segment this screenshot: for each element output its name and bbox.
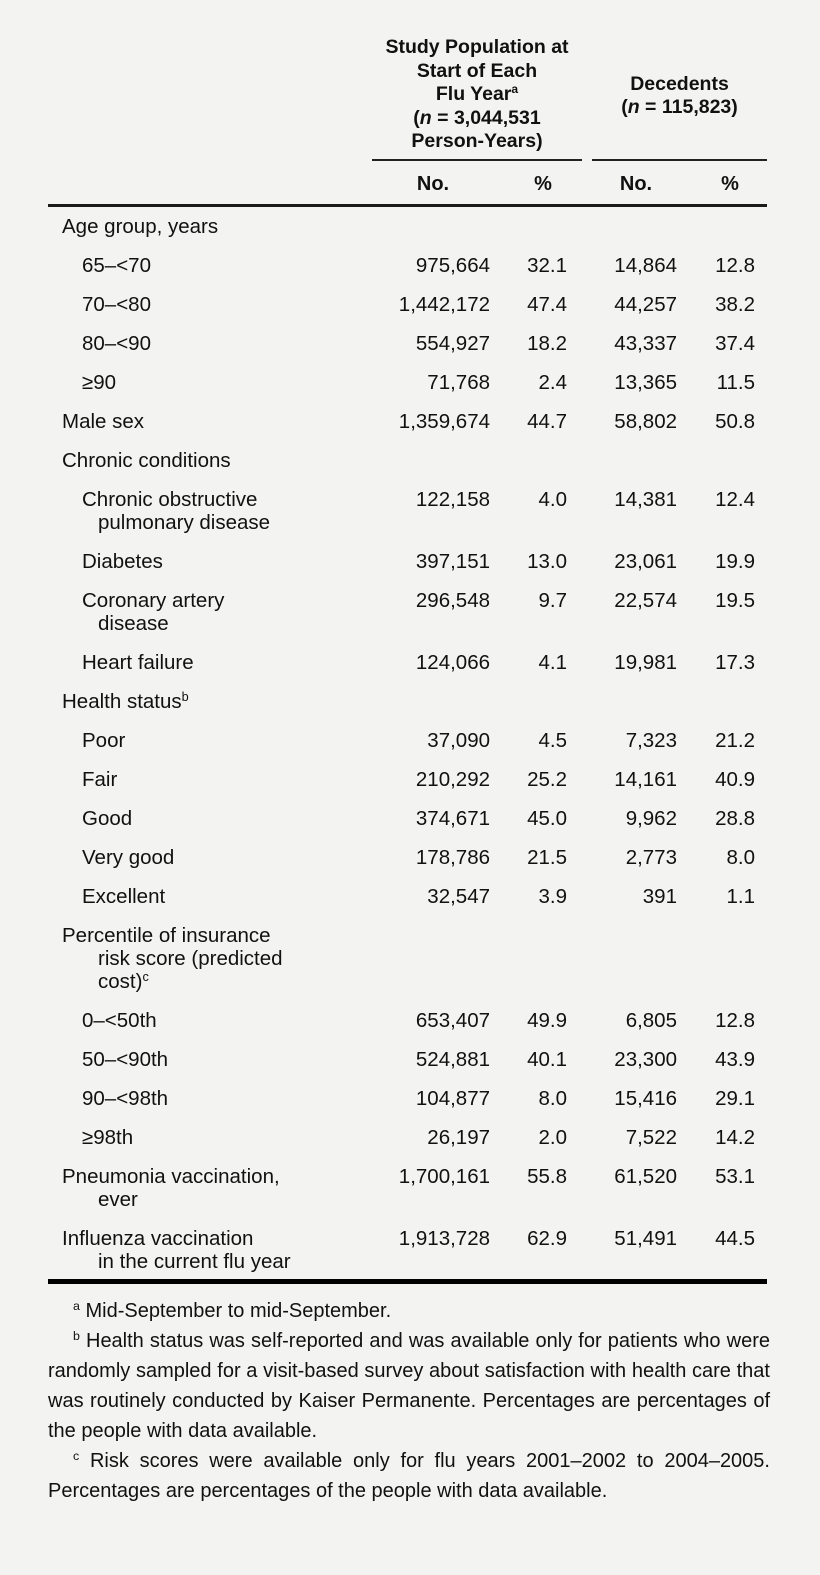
table-row	[48, 916, 767, 1001]
cell-value: 8.0	[538, 1086, 567, 1110]
cell-value: 47.4	[527, 292, 567, 316]
column-gap	[567, 246, 577, 285]
decedents-group-title	[592, 39, 767, 161]
study-population-group-header	[300, 36, 567, 161]
cell-value: 14,864	[614, 253, 677, 277]
row-label-line: 70–<80	[82, 292, 151, 316]
cell-value	[577, 682, 677, 721]
column-gap	[567, 877, 577, 916]
column-gap	[567, 643, 577, 682]
column-gap	[567, 161, 577, 206]
column-gap	[567, 799, 577, 838]
cell-value: 653,407	[415, 1008, 490, 1032]
row-label-line: Coronary artery	[82, 588, 225, 612]
table-row	[48, 1157, 767, 1219]
row-label-line: Chronic obstructive	[82, 487, 258, 511]
cell-value: 40.9	[715, 767, 755, 791]
table-row	[48, 682, 767, 721]
cell-value: 2.0	[538, 1125, 567, 1149]
table-row	[48, 542, 767, 581]
cell-value: 50.8	[715, 409, 755, 433]
cell-value: 1.1	[726, 884, 755, 908]
cell-value: 18.2	[527, 331, 567, 355]
cell-value: 51,491	[577, 1219, 677, 1282]
row-label-line: Chronic conditions	[62, 448, 231, 472]
table-row	[48, 285, 767, 324]
column-gap	[567, 721, 577, 760]
row-label	[48, 285, 300, 324]
cell-value: 17.3	[715, 650, 755, 674]
cell-value: 45.0	[527, 806, 567, 830]
row-label-line: Percentile of insurance	[62, 923, 271, 947]
cell-value: 12.8	[715, 253, 755, 277]
cell-value: 55.8	[527, 1164, 567, 1188]
cell-value: 29.1	[715, 1086, 755, 1110]
cell-value: 554,927	[415, 331, 490, 355]
row-label-line: ever	[98, 1187, 138, 1211]
row-label-line: Excellent	[82, 884, 166, 908]
row-label	[48, 1079, 300, 1118]
cell-value: 296,548	[415, 588, 490, 612]
row-label	[48, 1157, 300, 1219]
group-header-line: (n = 3,044,531	[413, 106, 541, 129]
cell-value: 391	[642, 884, 677, 908]
row-label-line: in the current flu year	[98, 1249, 291, 1273]
row-label	[48, 246, 300, 285]
cell-value: 12.4	[715, 487, 755, 511]
column-gap	[567, 363, 577, 402]
cell-value	[677, 682, 767, 721]
row-label-line: Diabetes	[82, 549, 163, 573]
cell-value	[677, 441, 767, 480]
row-label	[48, 581, 300, 643]
row-label	[48, 1040, 300, 1079]
row-label-line: 0–<50th	[82, 1008, 157, 1032]
col-header-no-2: No.	[577, 161, 677, 206]
row-label-line: Male sex	[62, 409, 145, 433]
cell-value: 43,337	[614, 331, 677, 355]
row-label	[48, 721, 300, 760]
cell-value: 14.2	[715, 1125, 755, 1149]
row-label	[48, 799, 300, 838]
table-row	[48, 643, 767, 682]
row-label-line: 80–<90	[82, 331, 151, 355]
table-row	[48, 1040, 767, 1079]
cell-value: 14,161	[614, 767, 677, 791]
study-population-group-title	[372, 36, 582, 161]
cell-value: 32.1	[527, 253, 567, 277]
row-label-line: Pneumonia vaccination,	[62, 1164, 280, 1188]
cell-value: 19.9	[715, 549, 755, 573]
group-header-line: Study Population at	[385, 36, 569, 58]
column-group-row	[48, 36, 767, 161]
row-label	[48, 760, 300, 799]
column-gap	[567, 480, 577, 542]
cell-value: 975,664	[415, 253, 490, 277]
row-label	[48, 838, 300, 877]
row-label-line: Health status$^b$	[62, 688, 189, 713]
row-label-line: Fair	[82, 767, 118, 791]
column-gap	[567, 205, 577, 246]
superscript: b	[181, 688, 189, 704]
row-label-line: pulmonary disease	[98, 510, 271, 534]
cell-value: 7,323	[625, 728, 677, 752]
footnote-marker: a	[73, 1298, 80, 1313]
row-label-line: cost)$^c$	[98, 968, 149, 993]
cell-value: 22,574	[614, 588, 677, 612]
cell-value: 21.2	[715, 728, 755, 752]
row-label-line: ≥98th	[82, 1125, 134, 1149]
table-row	[48, 363, 767, 402]
table-row	[48, 1118, 767, 1157]
cell-value: 14,381	[614, 487, 677, 511]
table-row	[48, 1001, 767, 1040]
cell-value: 2,773	[625, 845, 677, 869]
cell-value: 19,981	[614, 650, 677, 674]
cell-value: 1,359,674	[398, 409, 490, 433]
cell-value: 1,700,161	[398, 1164, 490, 1188]
column-gap	[567, 682, 577, 721]
table-row	[48, 760, 767, 799]
column-gap	[567, 1040, 577, 1079]
column-gap	[567, 324, 577, 363]
row-label	[48, 205, 300, 246]
column-gap	[567, 1219, 577, 1282]
table-row	[48, 441, 767, 480]
column-gap	[567, 838, 577, 877]
cell-value	[677, 205, 767, 246]
row-label-line: Very good	[82, 845, 175, 869]
superscript: a	[511, 82, 519, 97]
cell-value: 62.9	[490, 1219, 567, 1282]
row-label-line: 90–<98th	[82, 1086, 169, 1110]
cell-value	[490, 205, 567, 246]
column-gap	[567, 402, 577, 441]
column-gap	[567, 285, 577, 324]
cell-value	[300, 916, 490, 1001]
label-column-spacer	[48, 161, 300, 206]
label-column-spacer	[48, 36, 300, 161]
row-label	[48, 1001, 300, 1040]
cell-value: 11.5	[716, 370, 755, 394]
cell-value	[300, 205, 490, 246]
row-label	[48, 480, 300, 542]
row-label	[48, 441, 300, 480]
column-gap	[567, 916, 577, 1001]
column-gap	[567, 1079, 577, 1118]
cell-value: 28.8	[715, 806, 755, 830]
row-label	[48, 1219, 300, 1282]
cell-value: 23,300	[614, 1047, 677, 1071]
cell-value: 3.9	[538, 884, 567, 908]
cell-value: 1,442,172	[398, 292, 490, 316]
footnotes	[48, 1296, 770, 1506]
footnote-c: $^c$ Risk scores were available only for flu years 2001–2002 to 2004–2005. Percentages are percentages of the people with data available.	[48, 1448, 770, 1502]
cell-value	[577, 441, 677, 480]
cell-value: 374,671	[415, 806, 490, 830]
cell-value	[300, 682, 490, 721]
table-row	[48, 324, 767, 363]
cell-value	[490, 441, 567, 480]
row-label	[48, 363, 300, 402]
cell-value: 43.9	[715, 1047, 755, 1071]
column-gap	[567, 441, 577, 480]
cell-value: 124,066	[415, 650, 490, 674]
row-label	[48, 542, 300, 581]
row-label-line: disease	[98, 611, 169, 635]
footnote-marker: b	[73, 1328, 80, 1343]
row-label-line: Good	[82, 806, 133, 830]
cell-value: 6,805	[625, 1008, 677, 1032]
cell-value	[577, 916, 677, 1001]
row-label	[48, 643, 300, 682]
table-row	[48, 1079, 767, 1118]
table-row	[48, 205, 767, 246]
cell-value: 25.2	[527, 767, 567, 791]
cell-value: 9,962	[625, 806, 677, 830]
cell-value: 71,768	[427, 370, 490, 394]
table-header	[48, 36, 767, 205]
cell-value: 44.5	[677, 1219, 767, 1282]
cell-value: 21.5	[527, 845, 567, 869]
superscript: c	[142, 968, 149, 984]
row-label-line: 50–<90th	[82, 1047, 169, 1071]
row-label-line: Heart failure	[82, 650, 194, 674]
column-gap	[567, 1118, 577, 1157]
row-label-line: Influenza vaccination	[62, 1226, 254, 1250]
table-row	[48, 581, 767, 643]
cell-value: 7,522	[625, 1125, 677, 1149]
cell-value	[300, 441, 490, 480]
row-label	[48, 402, 300, 441]
cell-value: 53.1	[715, 1164, 755, 1188]
decedents-group-header	[577, 36, 767, 161]
footnote-b: $^b$ Health status was self-reported and was available only for patients who were randomly sampled for a visit-based survey about satisfaction with health care that was routinely conducted by Kaiser Permanente. Percentages are percentages of the people with data available.	[48, 1328, 770, 1442]
cell-value: 58,802	[614, 409, 677, 433]
table-body	[48, 205, 767, 1281]
cell-value: 38.2	[715, 292, 755, 316]
cell-value: 4.1	[538, 650, 567, 674]
cell-value: 1,913,728	[300, 1219, 490, 1282]
cell-value: 61,520	[614, 1164, 677, 1188]
row-label	[48, 324, 300, 363]
footnote-marker: c	[73, 1448, 80, 1463]
cell-value: 122,158	[415, 487, 490, 511]
cell-value: 49.9	[527, 1008, 567, 1032]
cell-value: 104,877	[415, 1086, 490, 1110]
cell-value: 8.0	[726, 845, 755, 869]
table-row	[48, 246, 767, 285]
cell-value: 4.5	[538, 728, 567, 752]
column-gap	[567, 1001, 577, 1040]
cell-value: 9.7	[538, 588, 567, 612]
row-label-line: 65–<70	[82, 253, 151, 277]
cell-value: 524,881	[415, 1047, 490, 1071]
group-header-line: Decedents	[630, 72, 729, 95]
table-row	[48, 480, 767, 542]
cell-value	[677, 916, 767, 1001]
group-header-line: Flu Year$^a$	[435, 82, 519, 105]
cell-value: 37.4	[715, 331, 755, 355]
cell-value	[577, 205, 677, 246]
row-label-line: risk score (predicted	[98, 946, 283, 970]
row-label	[48, 916, 300, 1001]
cell-value: 44.7	[527, 409, 567, 433]
cell-value: 44,257	[614, 292, 677, 316]
characteristics-table	[48, 36, 767, 1284]
table-row	[48, 1219, 767, 1282]
cell-value: 32,547	[427, 884, 490, 908]
row-label	[48, 682, 300, 721]
col-header-no-1: No.	[300, 161, 490, 206]
table-row	[48, 799, 767, 838]
cell-value: 13,365	[614, 370, 677, 394]
cell-value: 178,786	[415, 845, 490, 869]
table-row	[48, 721, 767, 760]
footnote-a: $^a$ Mid-September to mid-September.	[73, 1298, 392, 1322]
cell-value: 12.8	[715, 1008, 755, 1032]
group-header-line: (n = 115,823)	[621, 96, 738, 118]
group-header-line: Person-Years)	[411, 130, 543, 152]
row-label-line: Poor	[82, 728, 126, 752]
column-gap	[567, 542, 577, 581]
cell-value: 19.5	[715, 588, 755, 612]
cell-value: 13.0	[527, 549, 567, 573]
col-header-pct-2: %	[677, 161, 767, 206]
row-label	[48, 1118, 300, 1157]
table-row	[48, 838, 767, 877]
cell-value: 210,292	[415, 767, 490, 791]
row-label-line: Age group, years	[62, 214, 219, 238]
cell-value: 2.4	[538, 370, 567, 394]
cell-value: 37,090	[427, 728, 490, 752]
cell-value: 397,151	[415, 549, 490, 573]
cell-value	[490, 682, 567, 721]
row-label	[48, 877, 300, 916]
cell-value: 15,416	[614, 1086, 677, 1110]
column-gap	[567, 581, 577, 643]
group-header-line: Start of Each	[416, 59, 538, 82]
table-row	[48, 877, 767, 916]
cell-value: 26,197	[427, 1125, 490, 1149]
sub-header-row	[48, 161, 767, 206]
column-gap	[567, 760, 577, 799]
column-gap	[567, 1157, 577, 1219]
col-header-pct-1: %	[490, 161, 567, 206]
cell-value: 23,061	[614, 549, 677, 573]
cell-value: 40.1	[527, 1047, 567, 1071]
cell-value	[490, 916, 567, 1001]
cell-value: 4.0	[538, 487, 567, 511]
row-label-line: ≥90	[82, 370, 117, 394]
table-row	[48, 402, 767, 441]
